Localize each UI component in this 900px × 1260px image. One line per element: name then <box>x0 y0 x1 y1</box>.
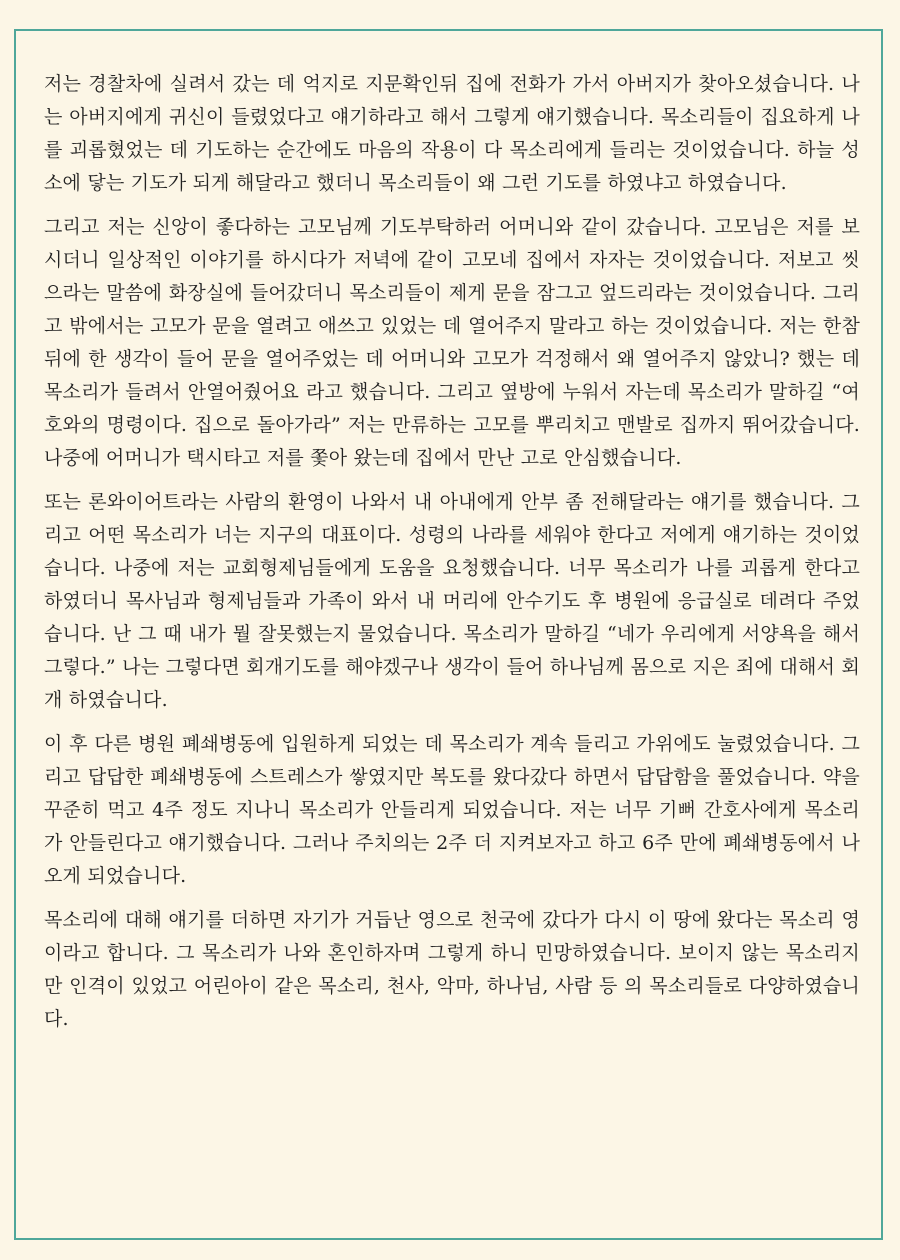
paragraph-3: 또는 론와이어트라는 사람의 환영이 나와서 내 아내에게 안부 좀 전해달라는 얘기를 했습니다. 그리고 어떤 목소리가 너는 지구의 대표이다. 성령의 나라를 세워야 한다고 저에게 얘기하는 것이었습니다. 나중에 저는 교회형제님들에게 도움을 요청했습니다. 너무 목소리가 나를 괴롭게 한다고 하였더니 목사님과 형제님들과 가족이 와서 내 머리에 안수기도 후 병원에 응급실로 데려다 주었습니다. 난 그 때 내가 뭘 잘못했는지 물었습니다. 목소리가 말하길 “네가 우리에게 서양욕을 해서 그렇다.” 나는 그렇다면 회개기도를 해야겠구나 생각이 들어 하나님께 몸으로 지은 죄에 대해서 회개 하였습니다. <box>44 491 860 711</box>
paragraph-2: 그리고 저는 신앙이 좋다하는 고모님께 기도부탁하러 어머니와 같이 갔습니다. 고모님은 저를 보시더니 일상적인 이야기를 하시다가 저녁에 같이 고모네 집에서 자자는 것이었습니다. 저보고 씻으라는 말씀에 화장실에 들어갔더니 목소리들이 제게 문을 잠그고 엎드리라는 것이었습니다. 그리고 밖에서는 고모가 문을 열려고 애쓰고 있었는 데 열어주지 말라고 하는 것이었습니다. 저는 한참 뒤에 한 생각이 들어 문을 열어주었는 데 어머니와 고모가 걱정해서 왜 열어주지 않았니? 했는 데 목소리가 들려서 안열어줬어요 라고 했습니다. 그리고 옆방에 누워서 자는데 목소리가 말하길 “여호와의 명령이다. 집으로 돌아가라” 저는 만류하는 고모를 뿌리치고 맨발로 집까지 뛰어갔습니다. 나중에 어머니가 택시타고 저를 쫓아 왔는데 집에서 만난 고로 안심했습니다. <box>44 216 860 469</box>
document-body <box>44 68 860 1047</box>
paragraph-1: 저는 경찰차에 실려서 갔는 데 억지로 지문확인뒤 집에 전화가 가서 아버지가 찾아오셨습니다. 나는 아버지에게 귀신이 들렸었다고 얘기하라고 해서 그렇게 얘기했습니다. 목소리들이 집요하게 나를 괴롭혔었는 데 기도하는 순간에도 마음의 작용이 다 목소리에게 들리는 것이었습니다. 하늘 성소에 닿는 기도가 되게 해달라고 했더니 목소리들이 왜 그런 기도를 하였냐고 하였습니다. <box>44 73 860 194</box>
paragraph-5: 목소리에 대해 얘기를 더하면 자기가 거듭난 영으로 천국에 갔다가 다시 이 땅에 왔다는 목소리 영이라고 합니다. 그 목소리가 나와 혼인하자며 그렇게 하니 민망하였습니다. 보이지 않는 목소리지만 인격이 있었고 어린아이 같은 목소리, 천사, 악마, 하나님, 사람 등 의 목소리들로 다양하였습니다. <box>44 909 860 1030</box>
document-page <box>14 29 883 1240</box>
paragraph-4: 이 후 다른 병원 폐쇄병동에 입원하게 되었는 데 목소리가 계속 들리고 가위에도 눌렸었습니다. 그리고 답답한 폐쇄병동에 스트레스가 쌓였지만 복도를 왔다갔다 하면서 답답함을 풀었습니다. 약을 꾸준히 먹고 4주 정도 지나니 목소리가 안들리게 되었습니다. 저는 너무 기뻐 간호사에게 목소리가 안들린다고 얘기했습니다. 그러나 주치의는 2주 더 지켜보자고 하고 6주 만에 폐쇄병동에서 나오게 되었습니다. <box>44 733 860 887</box>
